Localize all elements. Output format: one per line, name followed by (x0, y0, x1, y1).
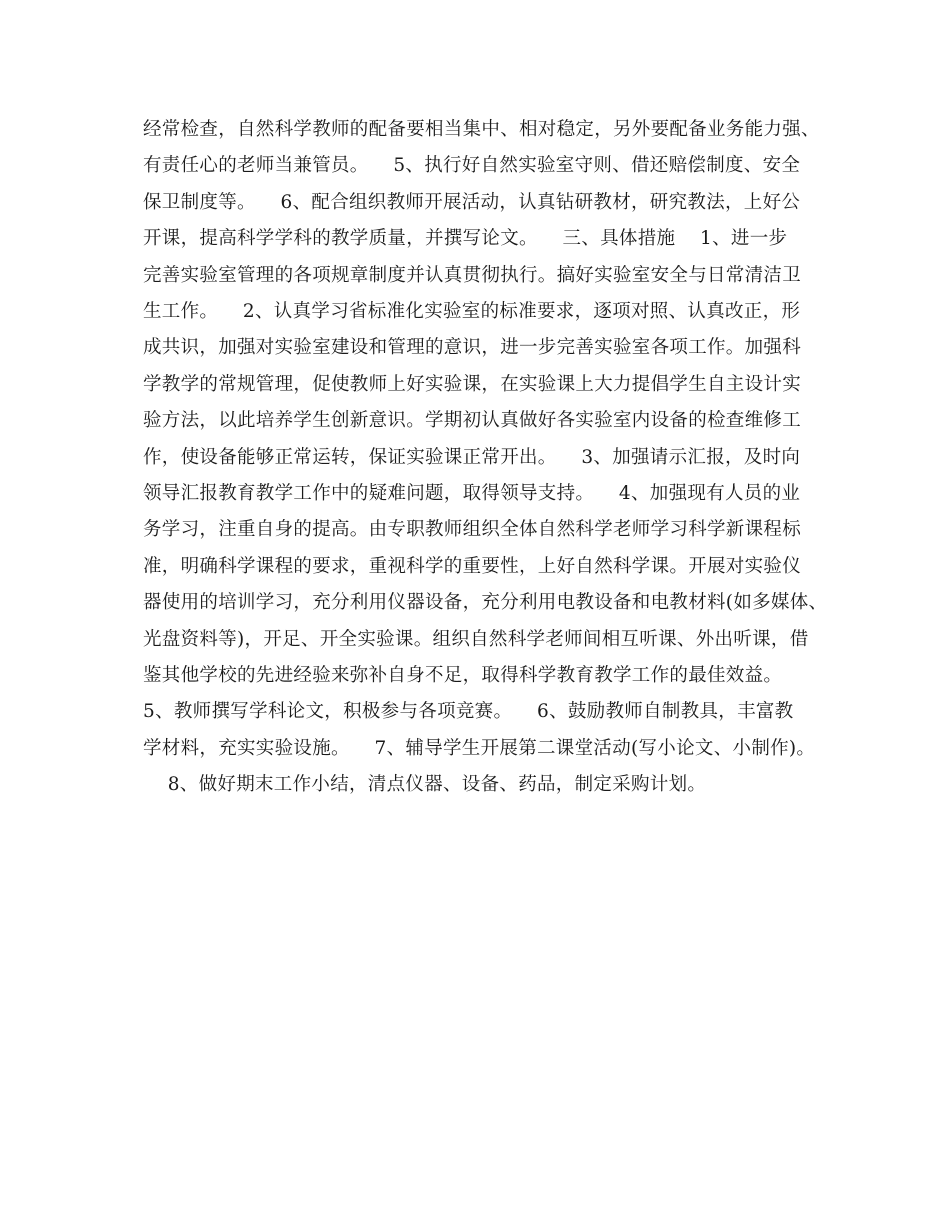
text-line: 光盘资料等)，开足、开全实验课。组织自然科学老师间相互听课、外出听课，借 (143, 628, 809, 650)
text-line: 务学习，注重自身的提高。由专职教师组织全体自然科学老师学习科学新课程标 (143, 519, 802, 541)
text-line: 领导汇报教育教学工作中的疑难问题，取得领导支持。 4、加强现有人员的业 (143, 483, 801, 504)
text-line: 验方法，以此培养学生创新意识。学期初认真做好各实验室内设备的检查维修工 (143, 410, 802, 432)
text-line: 有责任心的老师当兼管员。 5、执行好自然实验室守则、借还赔偿制度、安全 (143, 155, 801, 177)
text-line: 成共识，加强对实验室建设和管理的意识，进一步完善实验室各项工作。加强科 (143, 337, 802, 359)
text-line: 生工作。 2、认真学习省标准化实验室的标准要求，逐项对照、认真改正，形 (143, 301, 801, 322)
text-line: 保卫制度等。 6、配合组织教师开展活动，认真钻研教材，研究教法，上好公 (143, 191, 801, 213)
text-line: 学材料，充实实验设施。 7、辅导学生开展第二课堂活动(写小论文、小制作)。 (143, 737, 816, 759)
text-line: 开课，提高科学学科的教学质量，并撰写论文。 三、具体措施 1、进一步 (143, 228, 788, 250)
text-line: 5、教师撰写学科论文，积极参与各项竞赛。 6、鼓励教师自制教具，丰富教 (143, 701, 794, 723)
text-line: 经常检查，自然科学教师的配备要相当集中、相对稳定，另外要配备业务能力强、 (143, 119, 820, 140)
text-line: 完善实验室管理的各项规章制度并认真贯彻执行。搞好实验室安全与日常清洁卫 (143, 264, 802, 286)
text-line: 准，明确科学课程的要求，重视科学的重要性，上好自然科学课。开展对实验仪 (143, 555, 802, 577)
text-line: 学教学的常规管理，促使教师上好实验课，在实验课上大力提倡学生自主设计实 (143, 373, 802, 395)
text-line: 作，使设备能够正常运转，保证实验课正常开出。 3、加强请示汇报，及时向 (143, 446, 801, 468)
text-line: 器使用的培训学习，充分利用仪器设备，充分利用电教设备和电教材料(如多媒体、 (143, 592, 828, 614)
text-line: 8、做好期末工作小结，清点仪器、设备、药品，制定采购计划。 (143, 774, 707, 796)
text-line: 鉴其他学校的先进经验来弥补自身不足，取得科学教育教学工作的最佳效益。 (143, 665, 783, 686)
